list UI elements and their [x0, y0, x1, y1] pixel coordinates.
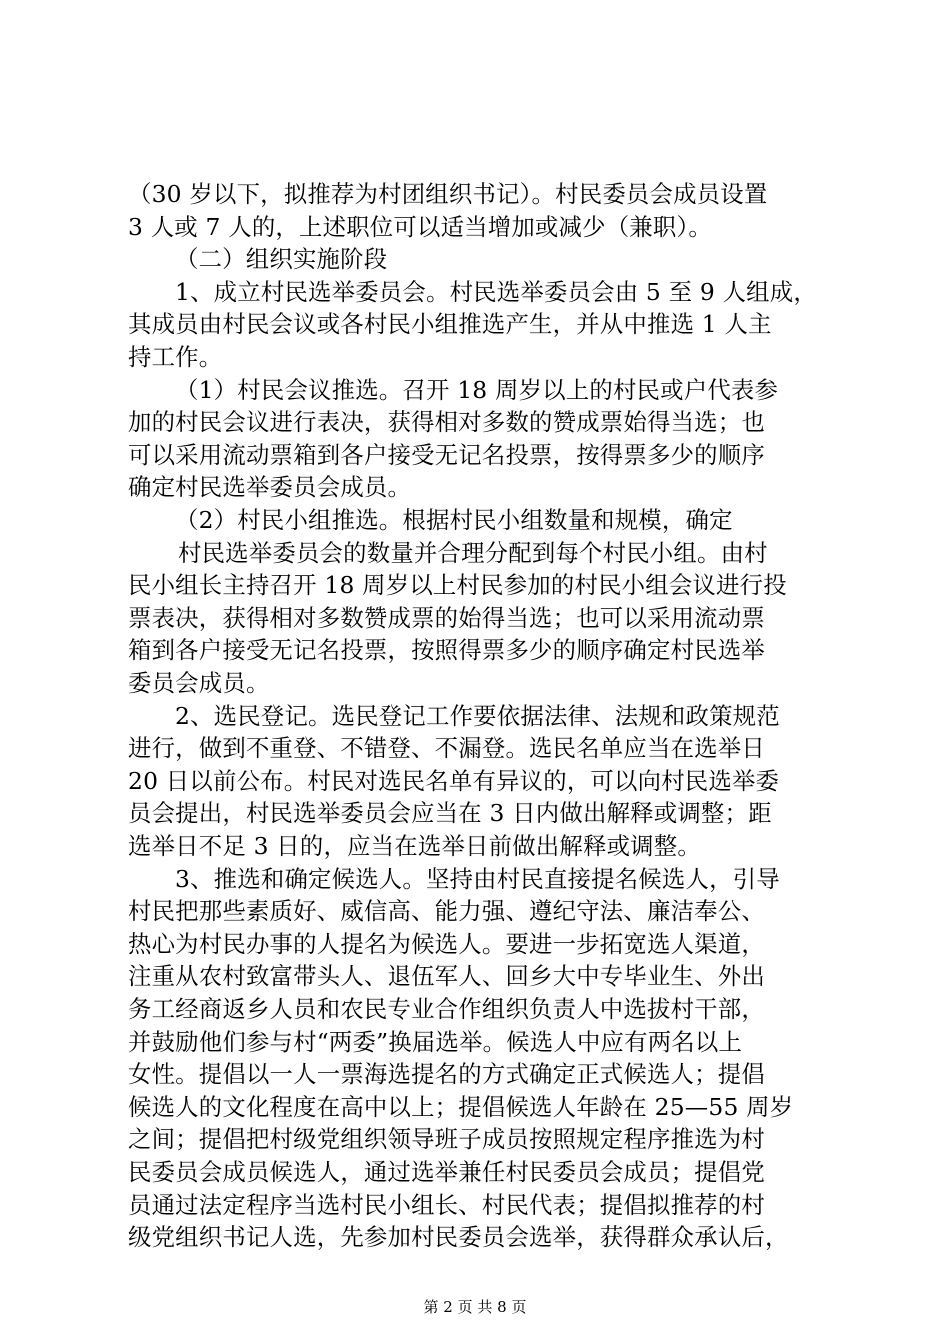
text-line-32: 员通过法定程序当选村民小组长、村民代表；提倡拟推荐的村	[128, 1190, 765, 1219]
text-line-22: 3、推选和确定候选人。坚持由村民直接提名候选人，引导	[175, 864, 780, 893]
text-line-21: 选举日不足 3 日的，应当在选举日前做出解释或调整。	[128, 832, 701, 860]
text-line-2: 3 人或 7 人的，上述职位可以适当增加或减少（兼职）。	[128, 212, 712, 241]
text-line-25: 注重从农村致富带头人、退伍军人、回乡大中专毕业生、外出	[128, 962, 765, 991]
text-line-33: 级党组织书记人选，先参加村民委员会选举，获得群众承认后，	[128, 1223, 789, 1252]
text-line-19: 20 日以前公布。村民对选民名单有异议的，可以向村民选举委	[128, 766, 780, 795]
text-line-8: 加的村民会议进行表决，获得相对多数的赞成票始得当选；也	[128, 408, 765, 437]
text-line-5: 其成员由村民会议或各村民小组推选产生，并从中推选 1 人主	[128, 310, 772, 339]
text-line-1: （30 岁以下，拟推荐为村团组织书记）。村民委员会成员设置	[128, 180, 768, 208]
text-line-6: 持工作。	[128, 343, 223, 371]
text-line-17: 2、选民登记。选民登记工作要依据法律、法规和政策规范	[175, 701, 780, 730]
section-heading: （二）组织实施阶段	[175, 245, 388, 274]
text-line-20: 员会提出，村民选举委员会应当在 3 日内做出解释或调整；距	[128, 799, 772, 828]
text-line-11: （2）村民小组推选。根据村民小组数量和规模，确定	[175, 506, 733, 534]
text-line-4: 1、成立村民选举委员会。村民选举委员会由 5 至 9 人组成，	[175, 277, 817, 306]
page-footer: 第 2 页 共 8 页	[423, 1298, 527, 1316]
text-line-15: 箱到各户接受无记名投票，按照得票多少的顺序确定村民选举	[128, 636, 765, 665]
text-line-24: 热心为村民办事的人提名为候选人。要进一步拓宽选人渠道，	[128, 929, 765, 958]
text-line-12: 村民选举委员会的数量并合理分配到每个村民小组。由村	[178, 538, 768, 567]
text-line-27: 并鼓励他们参与村“两委”换届选举。候选人中应有两名以上	[128, 1027, 743, 1056]
text-line-7: （1）村民会议推选。召开 18 周岁以上的村民或户代表参	[175, 375, 779, 404]
text-line-18: 进行，做到不重登、不错登、不漏登。选民名单应当在选举日	[128, 734, 765, 763]
text-line-13: 民小组长主持召开 18 周岁以上村民参加的村民小组会议进行投	[128, 571, 787, 600]
text-line-29: 候选人的文化程度在高中以上；提倡候选人年龄在 25—55 周岁	[128, 1092, 794, 1121]
text-line-14: 票表决，获得相对多数赞成票的始得当选；也可以采用流动票	[128, 603, 765, 632]
text-line-31: 民委员会成员候选人，通过选举兼任村民委员会成员；提倡党	[128, 1158, 765, 1186]
text-line-30: 之间；提倡把村级党组织领导班子成员按照规定程序推选为村	[128, 1125, 765, 1154]
text-line-9: 可以采用流动票箱到各户接受无记名投票，按得票多少的顺序	[128, 440, 765, 469]
text-line-10: 确定村民选举委员会成员。	[128, 473, 412, 502]
text-line-26: 务工经商返乡人员和农民专业合作组织负责人中选拔村干部，	[128, 995, 765, 1023]
text-line-23: 村民把那些素质好、威信高、能力强、遵纪守法、廉洁奉公、	[128, 897, 765, 926]
text-line-28: 女性。提倡以一人一票海选提名的方式确定正式候选人；提倡	[128, 1060, 765, 1089]
text-line-16: 委员会成员。	[128, 669, 270, 697]
